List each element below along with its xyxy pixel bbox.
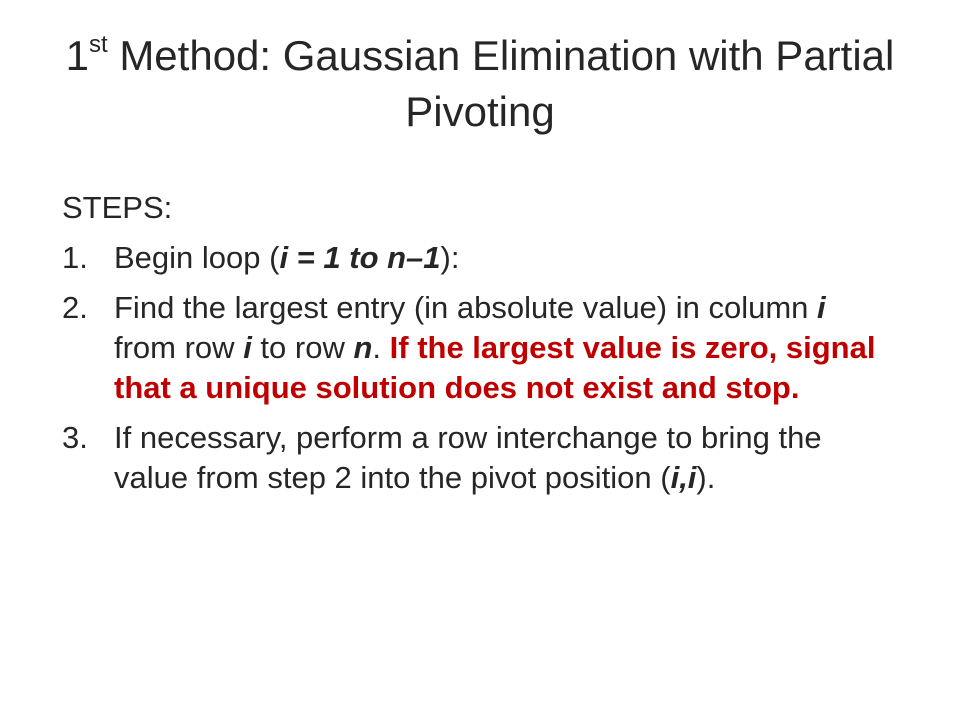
step-text-part: ): [440, 240, 460, 275]
step-text-part: . [372, 330, 390, 365]
slide-title [40, 28, 920, 140]
title-prefix: 1 [65, 32, 89, 79]
step-text-part: to row [251, 330, 354, 365]
variable-n: n [353, 330, 373, 365]
title-rest: Method: Gaussian Elimination with Partial Pivoting [107, 32, 895, 135]
step-text-part: If necessary, perform a row interchange to bring the value from step 2 into the pivot position ( [114, 420, 822, 495]
zero-pivot-warning: If the largest value is zero, signal that a unique solution does not exist and stop. [114, 330, 876, 405]
variable-i: i [817, 290, 826, 325]
step-text [114, 288, 882, 408]
step-text-part: Find the largest entry (in absolute value) in column [114, 290, 818, 325]
step-text-part: ). [696, 460, 716, 495]
variable-i: i [243, 330, 252, 365]
step-number: 1. [62, 240, 88, 275]
step-item-2 [62, 288, 882, 408]
slide-body [62, 188, 882, 508]
steps-heading: STEPS: [62, 190, 173, 225]
step-number: 3. [62, 420, 88, 455]
step-item-1 [62, 238, 882, 278]
step-text [114, 238, 882, 278]
title-superscript: st [88, 31, 108, 58]
step-number: 2. [62, 290, 88, 325]
step-text-part: from row [114, 330, 244, 365]
step-item-3 [62, 418, 882, 498]
pivot-index: i,i [670, 460, 697, 495]
step-text-part: Begin loop ( [114, 240, 280, 275]
step-text [114, 418, 882, 498]
loop-range: i = 1 to n–1 [279, 240, 441, 275]
